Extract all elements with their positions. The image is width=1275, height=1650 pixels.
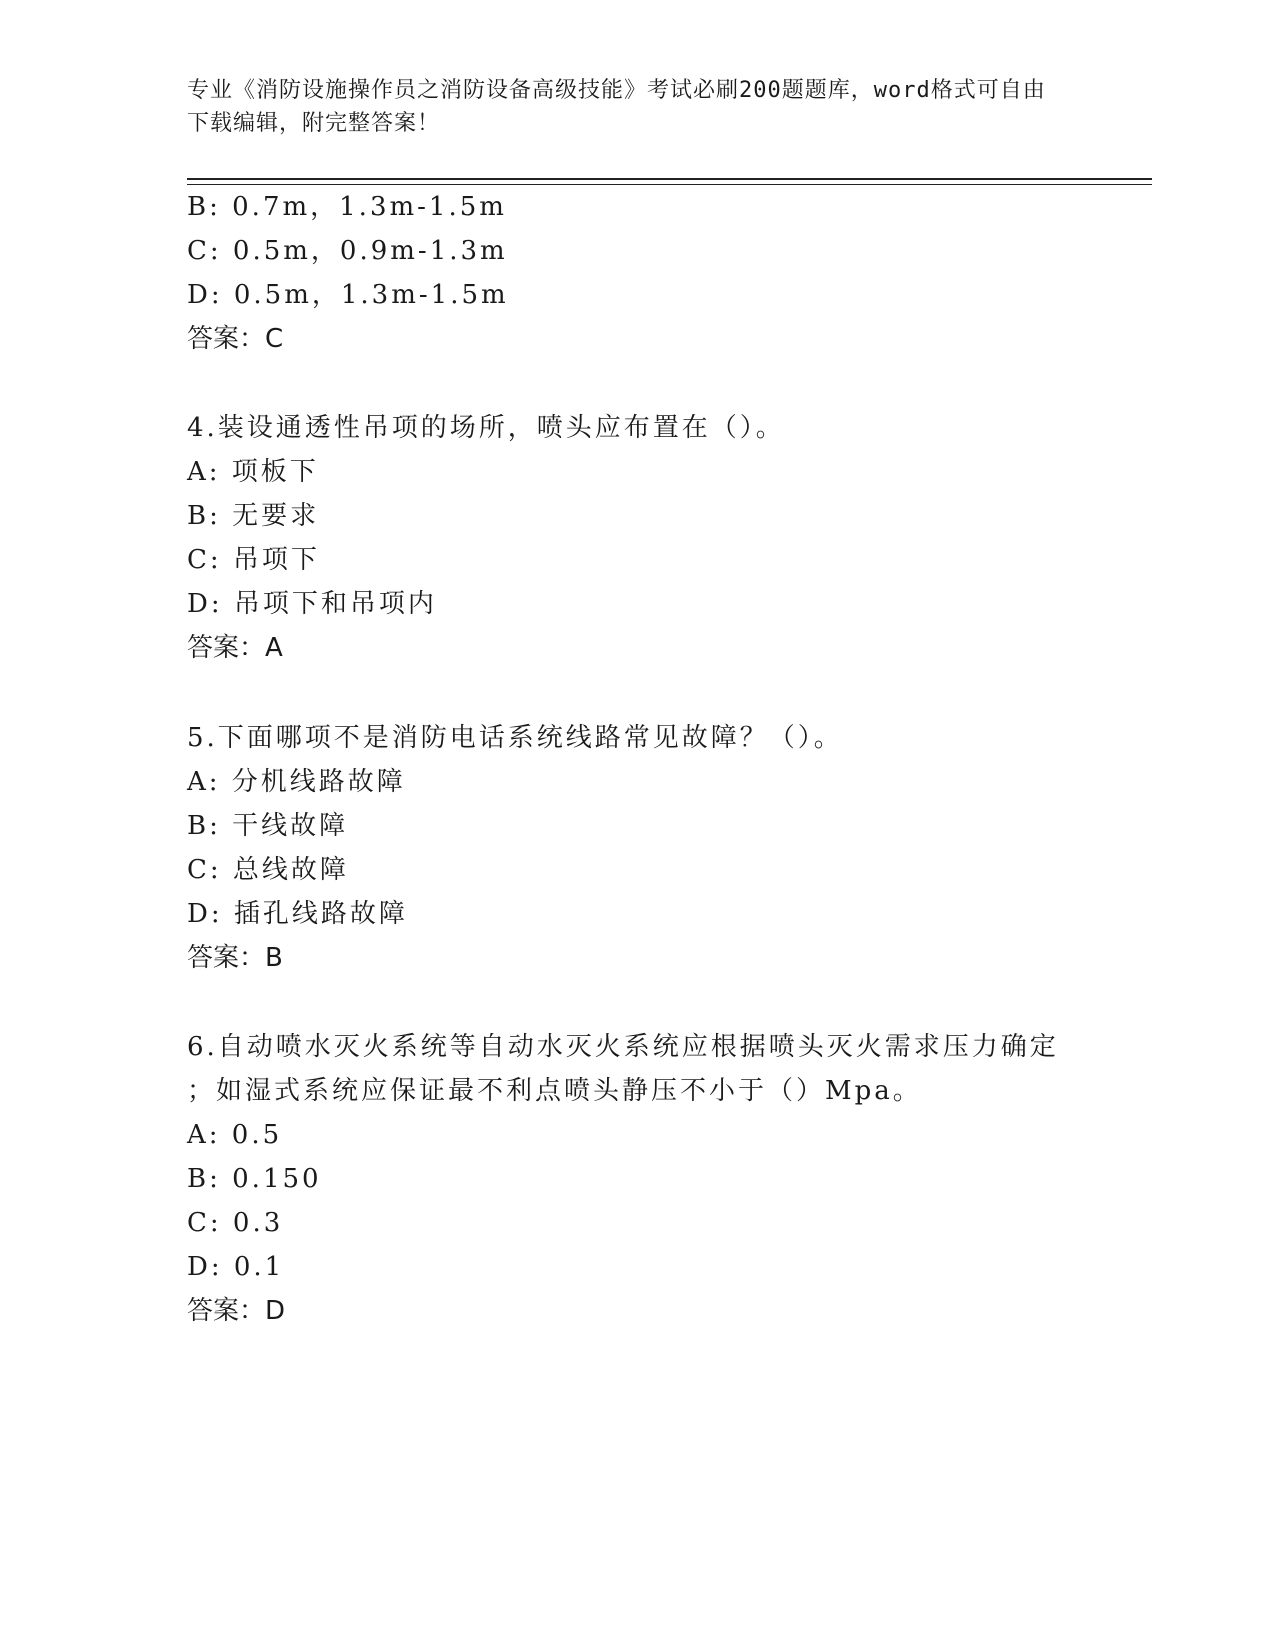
q3-option-d: D: 0.5m，1.3m-1.5m [187, 280, 509, 310]
q4-option-a: A: 项板下 [187, 457, 319, 487]
q4-question: 4.装设通透性吊项的场所，喷头应布置在（）。 [187, 413, 785, 443]
q6-question-line1: 6.自动喷水灭火系统等自动水灭火系统应根据喷头灭火需求压力确定 [187, 1032, 1059, 1062]
q3-answer: 答案：C [187, 324, 284, 354]
q4-option-c: C: 吊项下 [187, 545, 320, 575]
q5-option-a: A: 分机线路故障 [187, 767, 406, 797]
q6-question-line2: ；如湿式系统应保证最不利点喷头静压不小于（）Mpa。 [187, 1076, 922, 1106]
q5-answer: 答案：B [187, 943, 283, 973]
q6-option-d: D: 0.1 [187, 1252, 285, 1282]
q3-option-c: C: 0.5m，0.9m-1.3m [187, 236, 508, 266]
q5-option-c: C: 总线故障 [187, 855, 349, 885]
q6-option-b: B: 0.150 [187, 1164, 322, 1194]
header-divider-thin [187, 184, 1152, 185]
header-divider [187, 178, 1152, 180]
q4-option-b: B: 无要求 [187, 501, 320, 531]
q3-option-b: B: 0.7m，1.3m-1.5m [187, 192, 507, 222]
q5-question: 5.下面哪项不是消防电话系统线路常见故障？（）。 [187, 723, 843, 753]
document-header: 专业《消防设施操作员之消防设备高级技能》考试必刷200题题库，word格式可自由下载编辑，附完整答案！ [187, 78, 1046, 136]
q4-option-d: D: 吊项下和吊项内 [187, 589, 437, 619]
q5-option-b: B: 干线故障 [187, 811, 349, 841]
q6-answer: 答案：D [187, 1296, 286, 1326]
q5-option-d: D: 插孔线路故障 [187, 899, 408, 929]
q4-answer: 答案：A [187, 633, 283, 663]
q6-option-c: C: 0.3 [187, 1208, 284, 1238]
q6-option-a: A: 0.5 [187, 1120, 283, 1150]
